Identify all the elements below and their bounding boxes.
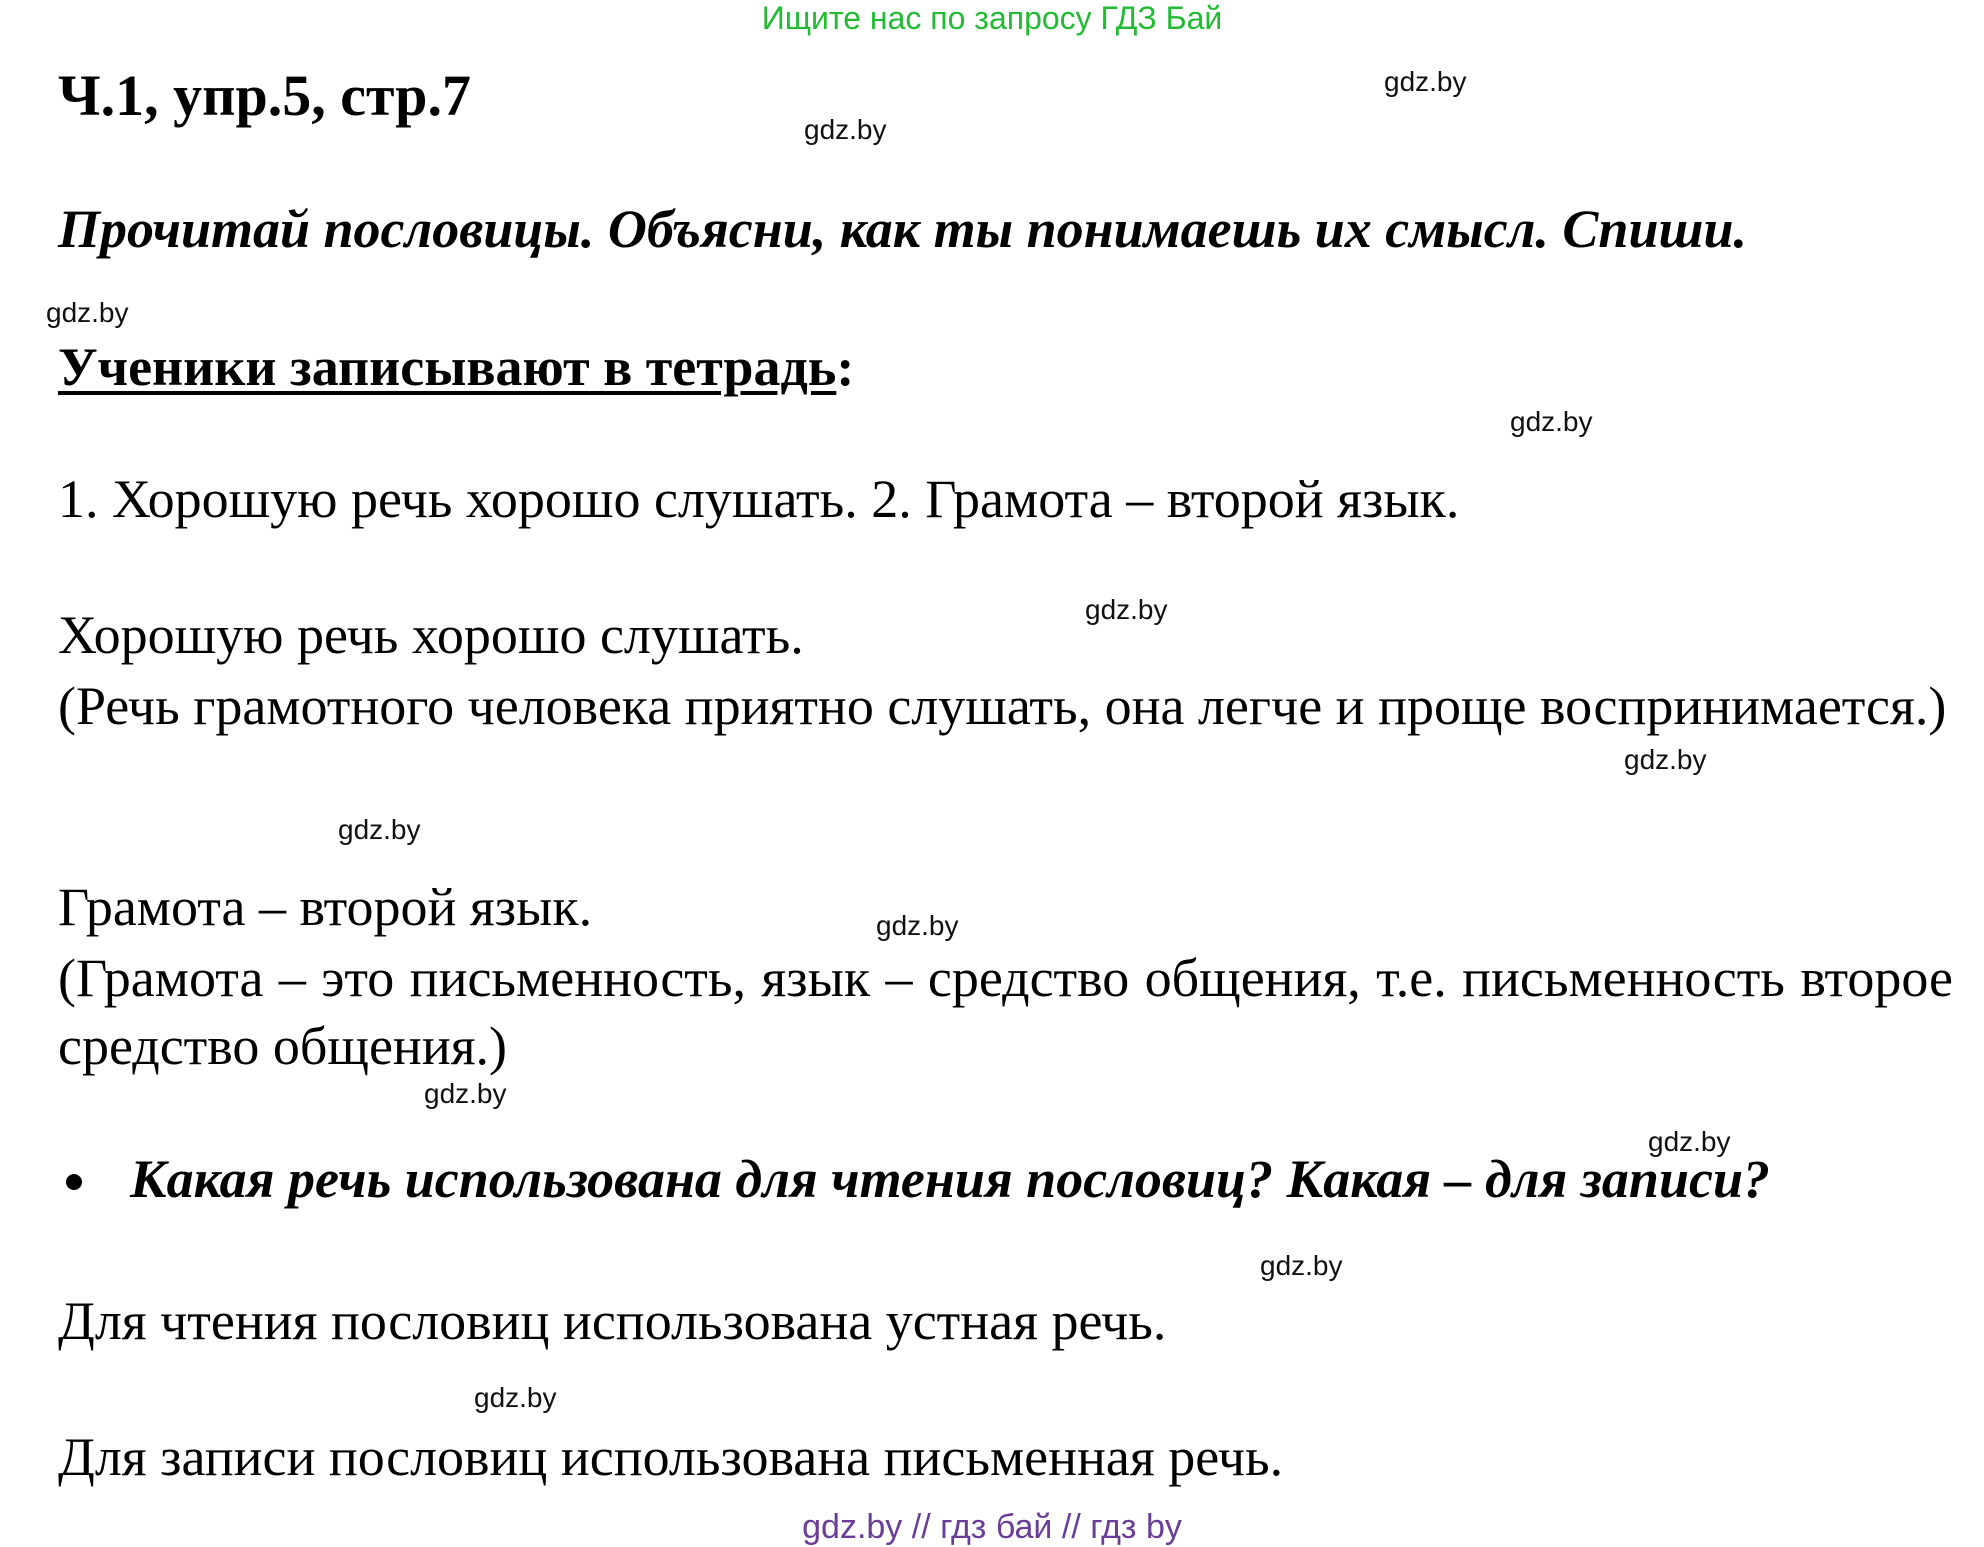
question-text: Какая речь использована для чтения пословиц? Какая – для записи? <box>130 1149 1770 1209</box>
task-instruction: Прочитай пословицы. Объясни, как ты понимаешь их смысл. Спиши. <box>58 199 1748 259</box>
proverbs-line: 1. Хорошую речь хорошо слушать. 2. Грамота – второй язык. <box>58 469 1460 529</box>
watermark: gdz.by <box>1260 1250 1343 1281</box>
section-heading-text: Ученики записывают в тетрадь <box>58 337 837 397</box>
section-heading-colon: : <box>836 337 855 397</box>
watermark: gdz.by <box>338 814 421 845</box>
proverb-2-explanation: (Грамота – это письменность, язык – средство общения, т.е. письменность второе средство общения.) <box>58 948 1953 1076</box>
footer-watermark: gdz.by // гдз бай // гдз by <box>802 1508 1182 1546</box>
section-heading <box>58 336 854 398</box>
proverb-1-explanation: (Речь грамотного человека приятно слушать, она легче и проще воспринимается.) <box>58 676 1947 736</box>
answer-1: Для чтения пословиц использована устная речь. <box>58 1291 1167 1351</box>
watermark: gdz.by <box>876 910 959 941</box>
watermark: gdz.by <box>1648 1126 1731 1157</box>
watermark: gdz.by <box>1510 406 1593 437</box>
watermark: gdz.by <box>1624 744 1707 775</box>
watermark: gdz.by <box>46 297 129 328</box>
answer-2: Для записи пословиц использована письменная речь. <box>58 1427 1284 1487</box>
watermark: gdz.by <box>1085 594 1168 625</box>
top-banner: Ищите нас по запросу ГДЗ Бай <box>761 0 1223 36</box>
proverb-2-text: Грамота – второй язык. <box>58 877 593 937</box>
watermark: gdz.by <box>424 1078 507 1109</box>
page-title: Ч.1, упр.5, стр.7 <box>58 63 471 128</box>
watermark: gdz.by <box>804 114 887 145</box>
bullet-icon <box>66 1174 82 1190</box>
proverb-1-text: Хорошую речь хорошо слушать. <box>58 605 804 665</box>
question-bullet <box>58 1148 1770 1210</box>
watermark: gdz.by <box>474 1382 557 1413</box>
watermark: gdz.by <box>1384 66 1467 97</box>
